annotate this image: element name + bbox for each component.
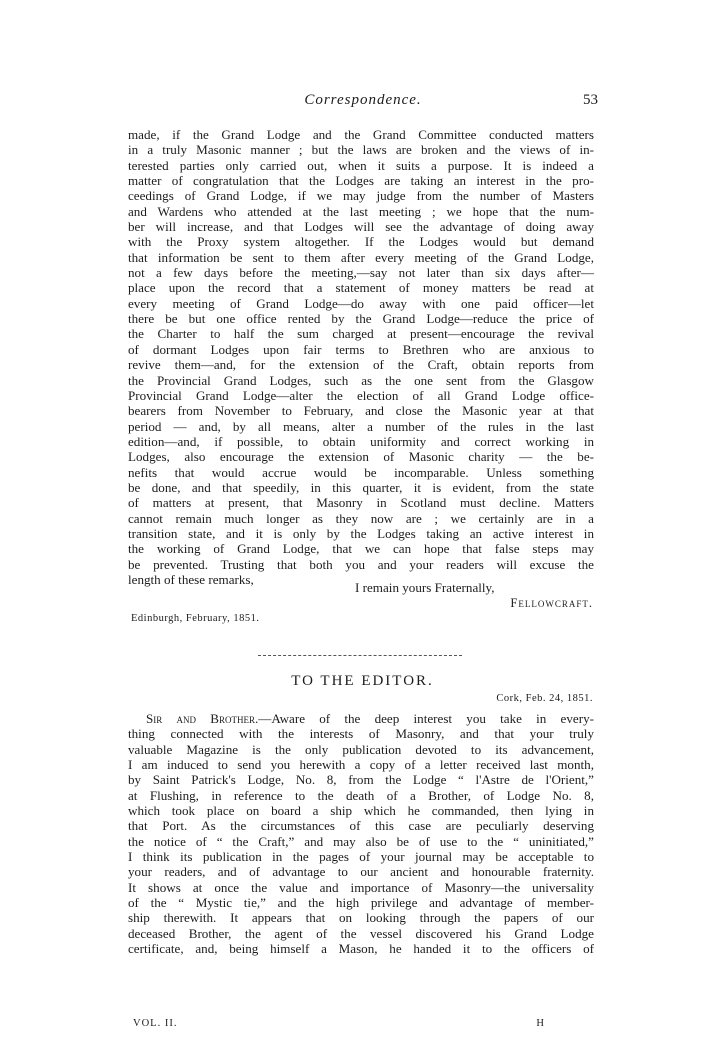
text-line: nefits that would accrue would be incomparable. Unless something — [128, 464, 594, 480]
text-line: be done, and that speedily, in this quarter, it is evident, from the state — [128, 479, 594, 495]
salutation: Sir and Brother. — [146, 711, 259, 726]
text-line: that information be sent to them after every meeting of the Grand Lodge, — [128, 249, 594, 265]
text-line: ceedings of Grand Lodge, if we may judge from the number of Masters — [128, 188, 594, 204]
text-line: of the “ Mystic tie,” and the high privilege and advantage of member- — [128, 895, 594, 911]
text-line: made, if the Grand Lodge and the Grand Committee conducted matters — [128, 127, 594, 142]
page-number: 53 — [583, 92, 598, 108]
text-line: place upon the record that a statement of money matters be read at — [128, 280, 594, 296]
text-line: ship therewith. It appears that on looking through the papers of our — [128, 910, 594, 926]
text-line: bearers from November to February, and close the Masonic year at that — [128, 403, 594, 419]
signature: Fellowcraft. — [510, 596, 593, 610]
text-line: I am induced to send you herewith a copy of a letter received last month, — [128, 757, 594, 773]
text-line: deceased Brother, the agent of the vessel discovered his Grand Lodge — [128, 925, 594, 941]
text-line: Provincial Grand Lodge—alter the election of all Grand Lodge office- — [128, 387, 594, 403]
section-title: TO THE EDITOR. — [291, 673, 434, 689]
signature-mark: H — [536, 1018, 545, 1029]
dateline: Edinburgh, February, 1851. — [131, 613, 260, 624]
text-line: revive them—and, for the extension of the Craft, obtain reports from — [128, 357, 594, 373]
text-line: and Wardens who attended at the last meeting ; we hope that the num- — [128, 203, 594, 219]
text-line: edition—and, if possible, to obtain uniformity and correct working in — [128, 433, 594, 449]
text-line: the notice of “ the Craft,” and may also be of use to the “ uninitiated,” — [128, 833, 594, 849]
text-line: your readers, and of advantage to our ancient and honourable fraternity. — [128, 864, 594, 880]
running-head — [128, 92, 598, 114]
running-title: Correspondence. — [304, 92, 422, 108]
text-line: of matters at present, that Masonry in Scotland must decline. Matters — [128, 495, 594, 511]
text-line: ber will increase, and that Lodges will see the advantage of doing away — [128, 219, 594, 235]
text-line: cannot remain much longer as they now are ; we certainly are in a — [128, 510, 594, 526]
text-line: every meeting of Grand Lodge—do away with one paid officer—let — [128, 295, 594, 311]
text-line: It shows at once the value and importance of Masonry—the universality — [128, 879, 594, 895]
text-line: transition state, and it is only by the Lodges taking an active interest in — [128, 525, 594, 541]
text-line: certificate, and, being himself a Mason, he handed it to the officers of — [128, 941, 594, 957]
text-line: terested parties only carried out, when it suits a purpose. It is indeed a — [128, 157, 594, 173]
opening-line — [128, 711, 594, 726]
text-line: the working of Grand Lodge, that we can hope that false steps may — [128, 541, 594, 557]
text-line: period — and, by all means, alter a number of the rules in the last — [128, 418, 594, 434]
text-line: I think its publication in the pages of your journal may be acceptable to — [128, 849, 594, 865]
volume-label: VOL. II. — [133, 1018, 178, 1029]
text-line: which took place on board a ship which he commanded, then lying in — [128, 803, 594, 819]
letter-body — [128, 711, 594, 957]
text-line: thing connected with the interests of Masonry, and that your truly — [128, 726, 594, 742]
text-line: with the Proxy system altogether. If the Lodges would but demand — [128, 234, 594, 250]
letter-body — [128, 127, 594, 587]
text-line: by Saint Patrick's Lodge, No. 8, from the Lodge “ l'Astre de l'Orient,” — [128, 772, 594, 788]
text-line: length of these remarks, — [128, 571, 254, 587]
section-divider — [258, 655, 462, 656]
text-line: the Provincial Grand Lodges, such as the one sent from the Glasgow — [128, 372, 594, 388]
text-line: Lodges, also encourage the extension of Masonic charity — the be- — [128, 449, 594, 465]
text-line: the Charter to half the sum charged at present—encourage the revival — [128, 326, 594, 342]
text-line: in a truly Masonic manner ; but the laws are broken and the views of in- — [128, 142, 594, 158]
text-line: that Port. As the circumstances of this case are peculiarly deserving — [128, 818, 594, 834]
text-line: not a few days before the meeting,—say not later than six days after— — [128, 265, 594, 281]
opening-text: —Aware of the deep interest you take in every- — [258, 711, 594, 726]
text-line: of dormant Lodges upon fair terms to Brethren who are anxious to — [128, 341, 594, 357]
text-line: valuable Magazine is the only publication devoted to its advancement, — [128, 741, 594, 757]
letter-date: Cork, Feb. 24, 1851. — [496, 693, 593, 704]
closing-phrase: I remain yours Fraternally, — [355, 580, 495, 595]
text-line: matter of congratulation that the Lodges are taking an interest in the pro- — [128, 173, 594, 189]
text-line: there be but one office rented by the Grand Lodge—reduce the price of — [128, 311, 594, 327]
text-line: at Flushing, in reference to the death of a Brother, of Lodge No. 8, — [128, 787, 594, 803]
page-footer — [133, 1018, 545, 1029]
text-line: be prevented. Trusting that both you and your readers will excuse the — [128, 556, 594, 572]
